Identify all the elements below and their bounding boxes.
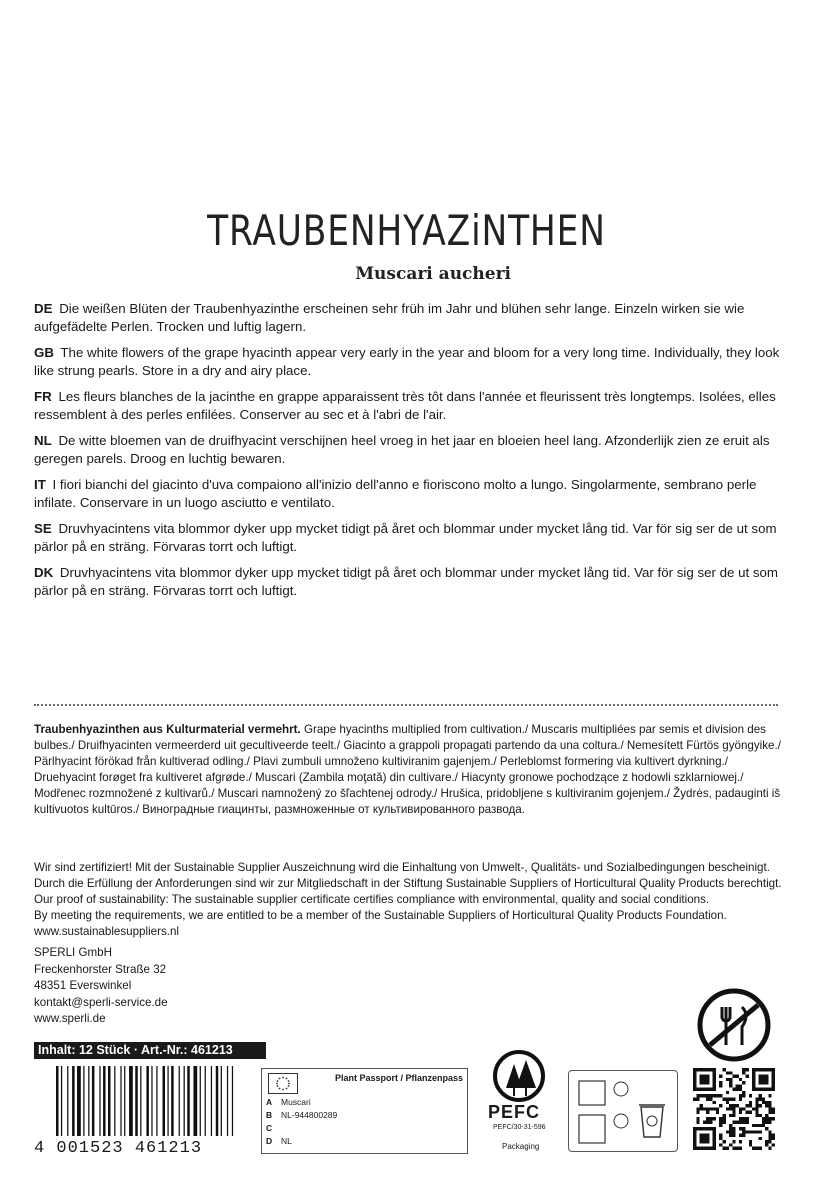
lang-text: Die weißen Blüten der Traubenhyazinthe erscheinen sehr früh im Jahr und blühen sehr lange. Einzeln wirken sie wie aufgefädelte Perlen. Trocken und luftig lagern. [34,301,745,334]
cert-line: Wir sind zertifiziert! Mit der Sustainable Supplier Auszeichnung wird die Einhaltung von Umwelt-, Qualitäts- und Sozialbedingungen bescheinigt. [34,861,770,874]
pefc-label: PEFC [488,1102,541,1122]
description-gb [34,344,784,380]
lang-text: I fiori bianchi del giacinto d'uva compaiono all'inizio dell'anno e fioriscono molto a lungo. Singolarmente, sembrano perle infilate. Conservare in un luogo asciutto e ventilato. [34,477,757,510]
lang-text: De witte bloemen van de druifhyacint verschijnen heel vroeg in het jaar en bloeien heel lang. Afzonderlijk zien ze eruit als geregen parels. Droog en luchtig bewaren. [34,433,770,466]
botanical-name: Muscari aucheri [355,264,511,284]
pefc-code: PEFC/30-31-596 [493,1124,546,1131]
street: Freckenhorster Straße 32 [34,962,167,976]
cert-url: www.sustainablesuppliers.nl [34,925,179,938]
passport-row: C [266,1123,273,1133]
cert-line: Our proof of sustainability: The sustainable supplier certificate certifies compliance with environmental, quality and social conditions. [34,893,710,906]
lang-code: NL [34,433,52,448]
recycling-icon [568,1070,678,1152]
barcode-number: 4 001523 461213 [34,1139,203,1158]
cultivation-note [34,722,784,818]
passport-header: Plant Passport / Pflanzenpass [334,1073,463,1083]
lang-code: SE [34,521,52,536]
certification-text [34,860,794,940]
lang-text: The white flowers of the grape hyacinth appear very early in the year and bloom for a very long time. Individually, they look like strung pearls. Store in a dry and airy place. [34,345,780,378]
cert-line: By meeting the requirements, we are entitled to be a member of the Sustainable Suppliers of Horticultural Quality Products Foundation. [34,909,727,922]
description-fr [34,388,784,424]
lang-code: FR [34,389,52,404]
email: kontakt@sperli-service.de [34,995,168,1009]
lang-text: Druvhyacintens vita blommor dyker upp mycket tidigt på året och blommar under mycket lång tid. Var för sig ser de ut som pärlor på en sträng. Förvaras torrt och luftigt. [34,565,779,598]
eu-flag-icon [268,1073,298,1094]
passport-row: D NL [266,1136,292,1146]
contents-badge: Inhalt: 12 Stück · Art.-Nr.: 461213 [34,1042,266,1059]
cultivation-bold: Traubenhyazinthen aus Kulturmaterial vermehrt. [34,723,301,736]
qr-code [693,1068,775,1150]
passport-row: A Muscari [266,1097,311,1107]
city: 48351 Everswinkel [34,979,132,992]
description-nl [34,432,784,468]
lang-code: DK [34,565,54,580]
lang-text: Les fleurs blanches de la jacinthe en grappe apparaissent très tôt dans l'année et fleurissent très longtemps. Isolées, elles ressemblent à des perles enfilées. Conserver au sec et à l'abri de l'air. [34,389,776,422]
description-de [34,300,784,336]
company-address [34,945,168,1028]
lang-text: Druvhyacintens vita blommor dyker upp mycket tidigt på året och blommar under mycket lång tid. Var för sig ser de ut som pärlor på en sträng. Förvaras torrt och luftigt. [34,521,777,554]
product-title: TRAUBENHYAZiNTHEN [207,206,606,255]
lang-code: DE [34,301,53,316]
packaging-label: Packaging [502,1142,540,1151]
cultivation-text: Grape hyacinths multiplied from cultivation./ Muscaris multipliées par semis et division des bulbes./ Druifhyacinten vermeerderd uit gecultiveerde teelt./ Giacinto a grappoli propagati partendo da una coltura./ Nemesített Fürtös gyöngyike./ Pärlhyacint förökad från kultiverad odling./ Plavi zumbuli umnoženo kultiviranim gajenjem./ Perleblomst formering via kultivert dyrkning./ Druehyacint forøget fra kultiveret afgrøde./ Muscari (Zambila moţată) din cultivare./ Hiacynty gronowe pochodzące z hodowli szklarniowej./ Modřenec rozmnožené z kultivarů./ Muscari namnožený zo šľachtenej odrody./ Hrušica, pridobljene s kultiviranim gojenjem./ Žydrės, padauginti iš kultivuotos kultūros./ Виноградные гиацинты, размноженные от культивированного развода. [34,723,781,816]
lang-code: IT [34,477,46,492]
description-dk [34,564,784,600]
passport-row: B NL-944800289 [266,1110,338,1120]
company-name: SPERLI GmbH [34,946,112,959]
description-se [34,520,784,556]
cert-line: Durch die Erfüllung der Anforderungen sind wir zur Mitgliedschaft in der Stiftung Sustainable Suppliers of Horticultural Quality Products berechtigt. [34,877,782,890]
description-it [34,476,784,512]
lang-code: GB [34,345,54,360]
dotted-divider [34,704,778,706]
website: www.sperli.de [34,1012,106,1025]
description-list [34,300,784,608]
plant-passport [261,1068,468,1154]
passport-rows [266,1096,337,1148]
not-edible-icon [694,985,774,1065]
